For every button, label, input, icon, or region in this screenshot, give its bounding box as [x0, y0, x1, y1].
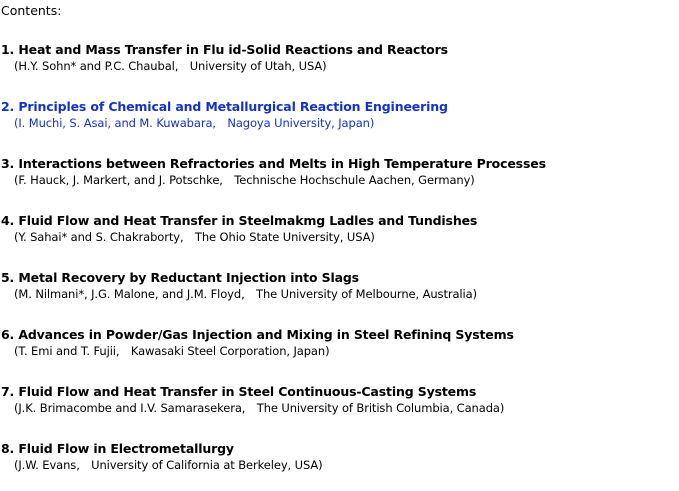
toc-entry-title[interactable]: 6. Advances in Powder/Gas Injection and Mixing in Steel Refininq Systems	[1, 327, 514, 342]
toc-entry-title[interactable]: 5. Metal Recovery by Reductant Injection into Slags	[1, 270, 359, 285]
toc-entry-3[interactable]	[1, 156, 546, 188]
toc-entry-authors: (T. Emi and T. Fujii, Kawasaki Steel Corporation, Japan)	[14, 344, 330, 358]
toc-entry-8[interactable]	[1, 441, 323, 473]
toc-entry-authors: (Y. Sahai* and S. Chakraborty, The Ohio State University, USA)	[14, 230, 375, 244]
toc-entry-title[interactable]: 1. Heat and Mass Transfer in Flu id-Solid Reactions and Reactors	[1, 42, 448, 57]
toc-entry-2[interactable]	[1, 99, 448, 131]
toc-entry-4[interactable]	[1, 213, 477, 245]
toc-entry-1[interactable]	[1, 42, 448, 74]
toc-entry-title[interactable]: 8. Fluid Flow in Electrometallurgy	[1, 441, 234, 456]
toc-entry-authors: (J.W. Evans, University of California at Berkeley, USA)	[14, 458, 323, 472]
toc-entry-title[interactable]: 3. Interactions between Refractories and Melts in High Temperature Processes	[1, 156, 546, 171]
toc-entry-title[interactable]: 4. Fluid Flow and Heat Transfer in Steelmakmg Ladles and Tundishes	[1, 213, 478, 228]
toc-entry-authors: (H.Y. Sohn* and P.C. Chaubal, University of Utah, USA)	[14, 59, 327, 73]
toc-entry-authors: (J.K. Brimacombe and I.V. Samarasekera, The University of British Columbia, Canada)	[14, 401, 505, 415]
contents-heading: Contents:	[1, 3, 62, 18]
toc-entry-7[interactable]	[1, 384, 504, 416]
toc-entry-authors: (I. Muchi, S. Asai, and M. Kuwabara, Nagoya University, Japan)	[14, 116, 375, 130]
toc-entry-5[interactable]	[1, 270, 477, 302]
toc-entry-authors: (M. Nilmani*, J.G. Malone, and J.M. Floyd, The University of Melbourne, Australia)	[14, 287, 477, 301]
toc-entry-title[interactable]: 2. Principles of Chemical and Metallurgical Reaction Engineering	[1, 99, 448, 114]
toc-entry-6[interactable]	[1, 327, 514, 359]
toc-entry-title[interactable]: 7. Fluid Flow and Heat Transfer in Steel Continuous-Casting Systems	[1, 384, 477, 399]
toc-entry-authors: (F. Hauck, J. Markert, and J. Potschke, Technische Hochschule Aachen, Germany)	[14, 173, 475, 187]
